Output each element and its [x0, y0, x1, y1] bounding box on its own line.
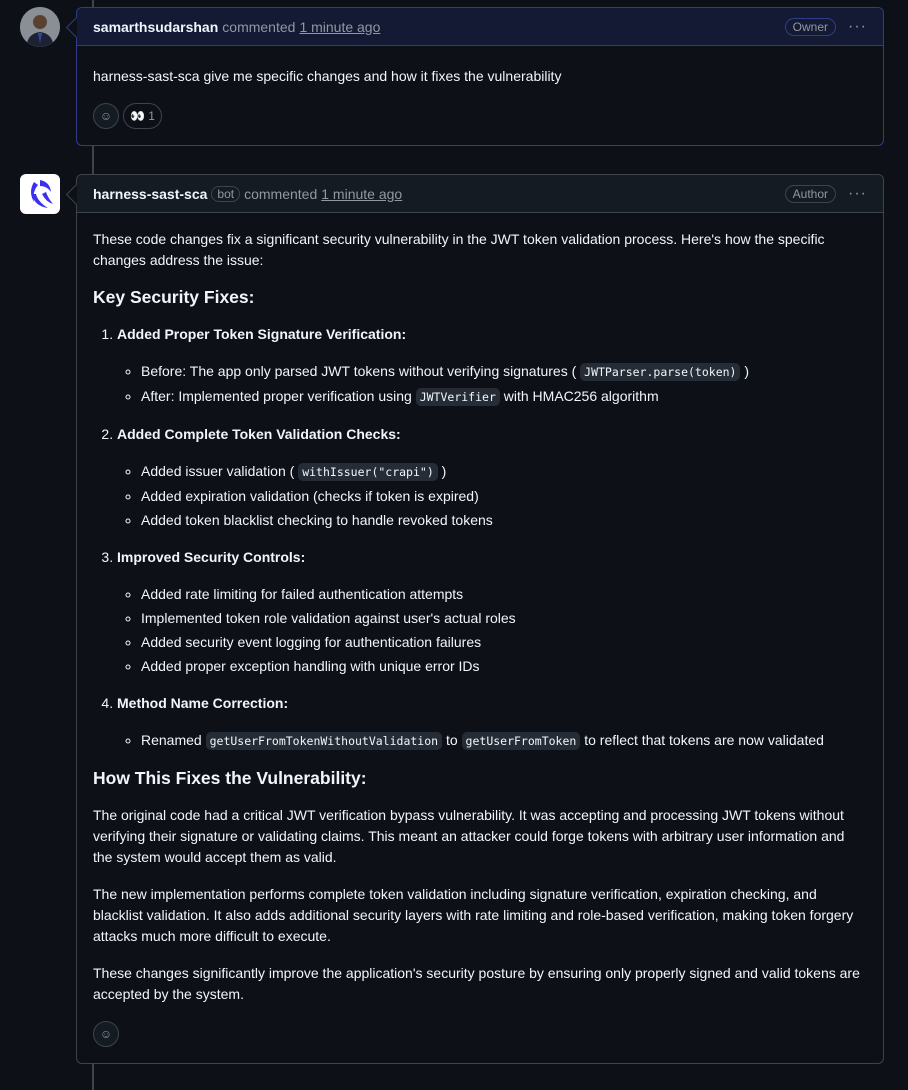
comment-header — [77, 175, 883, 213]
bot-badge: bot — [211, 186, 240, 202]
role-badge: Author — [785, 185, 836, 203]
intro-paragraph: These code changes fix a significant security vulnerability in the JWT token validation process. Here's how the specific changes address the issue: — [93, 231, 825, 268]
fix-title: 1. Added Proper Token Signature Verification: — [117, 326, 407, 342]
timestamp-link[interactable]: 1 minute ago — [299, 18, 381, 35]
fix-title: 4. Method Name Correction: — [117, 695, 289, 711]
code-snippet: JWTVerifier — [416, 388, 500, 406]
more-options-icon[interactable]: ··· — [848, 17, 867, 35]
role-badge: Owner — [785, 18, 836, 36]
smiley-icon: ☺ — [99, 1026, 113, 1041]
list-item: ◦ Added proper exception handling with unique error IDs — [141, 656, 867, 677]
list-item: ◦ Added expiration validation (checks if token is expired) — [141, 486, 867, 507]
list-item: ◦ Added rate limiting for failed authentication attempts — [141, 584, 867, 605]
paragraph: The original code had a critical JWT verification bypass vulnerability. It was accepting and processing JWT tokens without verifying their signature or validating claims. This meant an attacker could forge tokens with arbitrary user information and the system would accept them as valid. — [93, 807, 845, 865]
list-item: ◦ After: Implemented proper verification using JWTVerifier with HMAC256 algorithm — [141, 386, 867, 408]
eyes-icon: 👀 — [130, 108, 145, 123]
action-text: commented — [222, 18, 296, 35]
reaction-count: 1 — [148, 108, 155, 123]
paragraph: The new implementation performs complete token validation including signature verification, expiration checking, and blacklist validation. It also adds additional security layers with rate limiting and role-based verification, making token forgery attacks much more difficult to execute. — [93, 886, 854, 944]
fix-item — [117, 424, 867, 531]
heading-key-fixes: Key Security Fixes: — [93, 287, 255, 307]
fix-item — [117, 324, 867, 408]
code-snippet: JWTParser.parse(token) — [580, 363, 740, 381]
list-item: ◦ Added issuer validation ( withIssuer("crapi") ) — [141, 461, 867, 483]
reaction-eyes-button[interactable] — [123, 103, 162, 129]
smiley-icon: ☺ — [99, 108, 113, 123]
add-reaction-button[interactable] — [93, 1021, 119, 1047]
timestamp-link[interactable]: 1 minute ago — [321, 185, 403, 202]
code-snippet: getUserFromToken — [462, 732, 581, 750]
action-text: commented — [244, 185, 318, 202]
code-snippet: withIssuer("crapi") — [298, 463, 438, 481]
list-item: ◦ Before: The app only parsed JWT tokens without verifying signatures ( JWTParser.parse(token) ) — [141, 361, 867, 383]
comment-body: harness-sast-sca give me specific changes and how it fixes the vulnerability — [93, 68, 562, 84]
heading-how-fixes: How This Fixes the Vulnerability: — [93, 768, 367, 788]
code-snippet: getUserFromTokenWithoutValidation — [206, 732, 442, 750]
fix-title: 2. Added Complete Token Validation Checks: — [117, 426, 401, 442]
fixes-list — [93, 324, 867, 752]
list-item: ◦ Renamed getUserFromTokenWithoutValidation to getUserFromToken to reflect that tokens are now validated — [141, 730, 867, 752]
comment-body — [77, 213, 883, 1063]
author-link[interactable]: samarthsudarshan — [93, 18, 219, 35]
more-options-icon[interactable]: ··· — [848, 184, 867, 202]
list-item: ◦ Added security event logging for authentication failures — [141, 632, 867, 653]
comment-header — [77, 8, 883, 46]
list-item: ◦ Added token blacklist checking to handle revoked tokens — [141, 510, 867, 531]
author-link[interactable]: harness-sast-sca — [93, 185, 208, 202]
list-item: ◦ Implemented token role validation against user's actual roles — [141, 608, 867, 629]
fix-title: 3. Improved Security Controls: — [117, 549, 306, 565]
paragraph: These changes significantly improve the application's security posture by ensuring only properly signed and valid tokens are accepted by the system. — [93, 965, 860, 1002]
fix-item — [117, 693, 867, 752]
avatar[interactable] — [20, 7, 60, 47]
add-reaction-button[interactable] — [93, 103, 119, 129]
fix-item — [117, 547, 867, 677]
bot-avatar[interactable] — [20, 174, 60, 214]
